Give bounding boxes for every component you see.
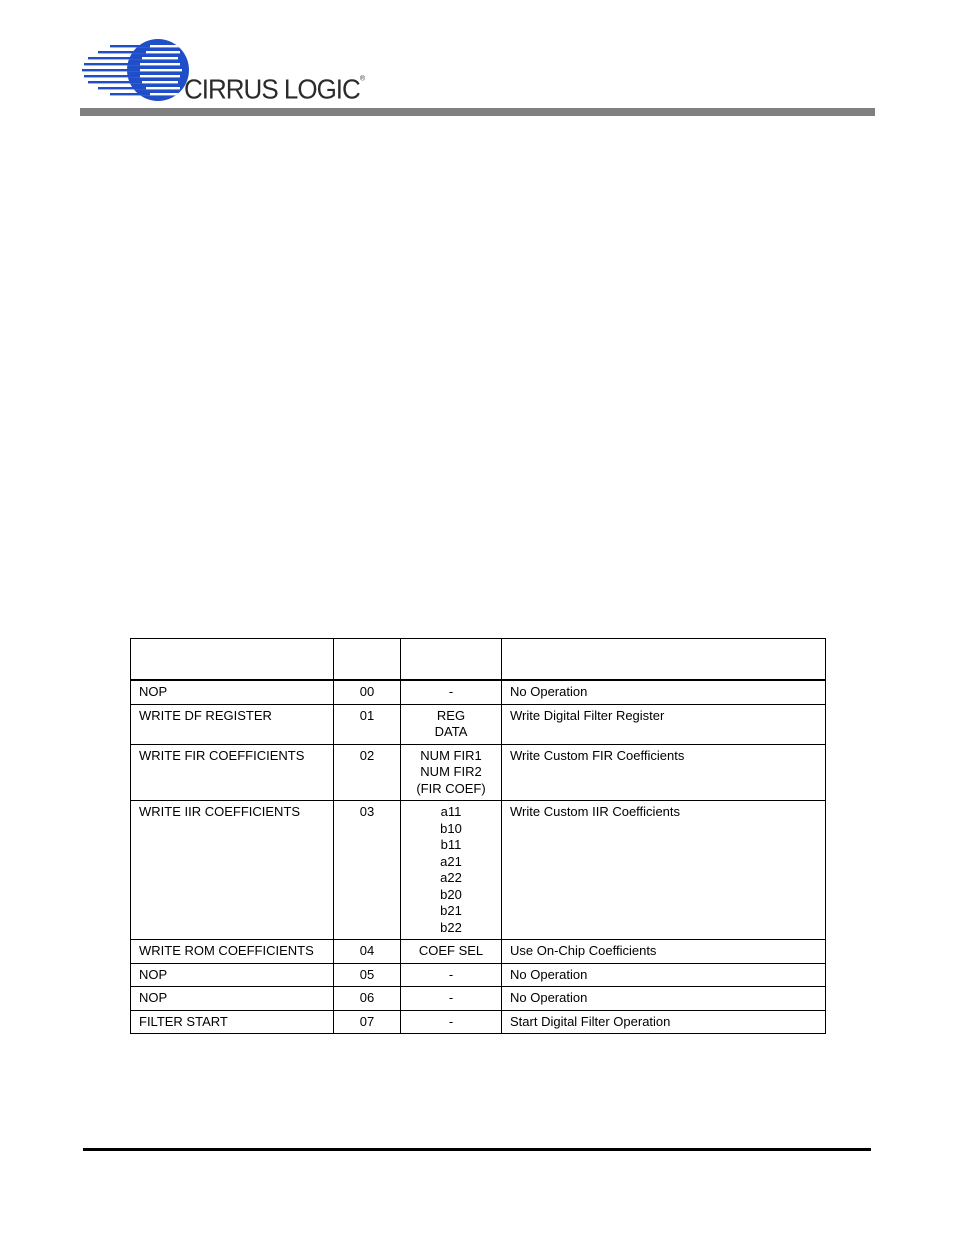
- command-description-cell: Use On-Chip Coefficients: [502, 940, 826, 964]
- command-name-cell: WRITE DF REGISTER: [131, 704, 334, 744]
- command-description-cell: No Operation: [502, 963, 826, 987]
- logo-wordmark: CIRRUS LOGIC®: [184, 73, 365, 105]
- param-list: [409, 1014, 493, 1031]
- param-item: b10: [440, 820, 462, 836]
- param-list: [409, 967, 493, 984]
- command-description-cell: Start Digital Filter Operation: [502, 1010, 826, 1034]
- param-list: [409, 943, 493, 960]
- param-item: b21: [440, 903, 462, 918]
- command-code-cell: 00: [334, 680, 401, 704]
- param-item: -: [448, 990, 454, 1005]
- command-params-cell: [401, 680, 502, 704]
- param-list: [409, 804, 493, 936]
- param-list: [409, 990, 493, 1007]
- table-row: [131, 1010, 826, 1034]
- command-description-cell: No Operation: [502, 987, 826, 1011]
- command-description-cell: Write Custom IIR Coefficients: [502, 801, 826, 940]
- header-code: [334, 639, 401, 681]
- command-name-cell: WRITE FIR COEFFICIENTS: [131, 744, 334, 801]
- command-code-cell: 05: [334, 963, 401, 987]
- param-item: -: [448, 684, 454, 699]
- header-bar: [80, 108, 875, 116]
- command-params-cell: [401, 940, 502, 964]
- header-params: [401, 639, 502, 681]
- command-name-cell: WRITE IIR COEFFICIENTS: [131, 801, 334, 940]
- command-code-cell: 03: [334, 801, 401, 940]
- command-name-cell: NOP: [131, 963, 334, 987]
- command-description-cell: No Operation: [502, 680, 826, 704]
- command-code-cell: 04: [334, 940, 401, 964]
- command-code-cell: 06: [334, 987, 401, 1011]
- param-list: [409, 684, 493, 701]
- table-row: [131, 680, 826, 704]
- param-item: DATA: [434, 724, 468, 739]
- command-code-cell: 02: [334, 744, 401, 801]
- command-code-cell: 01: [334, 704, 401, 744]
- param-item: a21: [440, 853, 462, 869]
- header-description: [502, 639, 826, 681]
- table-row: [131, 963, 826, 987]
- command-table-body: [131, 680, 826, 1034]
- footer-rule: [83, 1148, 871, 1151]
- command-name-cell: FILTER START: [131, 1010, 334, 1034]
- command-params-cell: [401, 963, 502, 987]
- command-params-cell: [401, 744, 502, 801]
- param-item: -: [448, 1013, 454, 1029]
- command-params-cell: [401, 704, 502, 744]
- param-list: [409, 708, 493, 741]
- param-item: REG: [436, 707, 466, 723]
- param-item: b11: [440, 837, 462, 852]
- param-item: NUM FIR2: [420, 764, 482, 779]
- table-row: [131, 940, 826, 964]
- param-list: [409, 748, 493, 798]
- cirrus-logic-logo: [80, 36, 370, 108]
- command-params-cell: [401, 987, 502, 1011]
- command-description-cell: Write Custom FIR Coefficients: [502, 744, 826, 801]
- table-row: [131, 744, 826, 801]
- command-name-cell: NOP: [131, 987, 334, 1011]
- table-header-row: [131, 639, 826, 681]
- table-row: [131, 704, 826, 744]
- command-name-cell: NOP: [131, 680, 334, 704]
- param-item: b22: [440, 919, 462, 935]
- param-item: a11: [440, 804, 462, 819]
- param-item: (FIR COEF): [416, 780, 486, 796]
- param-item: NUM FIR1: [420, 747, 482, 763]
- command-description-cell: Write Digital Filter Register: [502, 704, 826, 744]
- param-item: a22: [440, 870, 462, 885]
- header-command: [131, 639, 334, 681]
- command-params-cell: [401, 801, 502, 940]
- param-item: -: [448, 966, 454, 982]
- command-name-cell: WRITE ROM COEFFICIENTS: [131, 940, 334, 964]
- command-table: [130, 638, 826, 1034]
- param-item: COEF SEL: [418, 943, 484, 958]
- table-row: [131, 987, 826, 1011]
- command-params-cell: [401, 1010, 502, 1034]
- table-row: [131, 801, 826, 940]
- command-code-cell: 07: [334, 1010, 401, 1034]
- param-item: b20: [440, 886, 462, 902]
